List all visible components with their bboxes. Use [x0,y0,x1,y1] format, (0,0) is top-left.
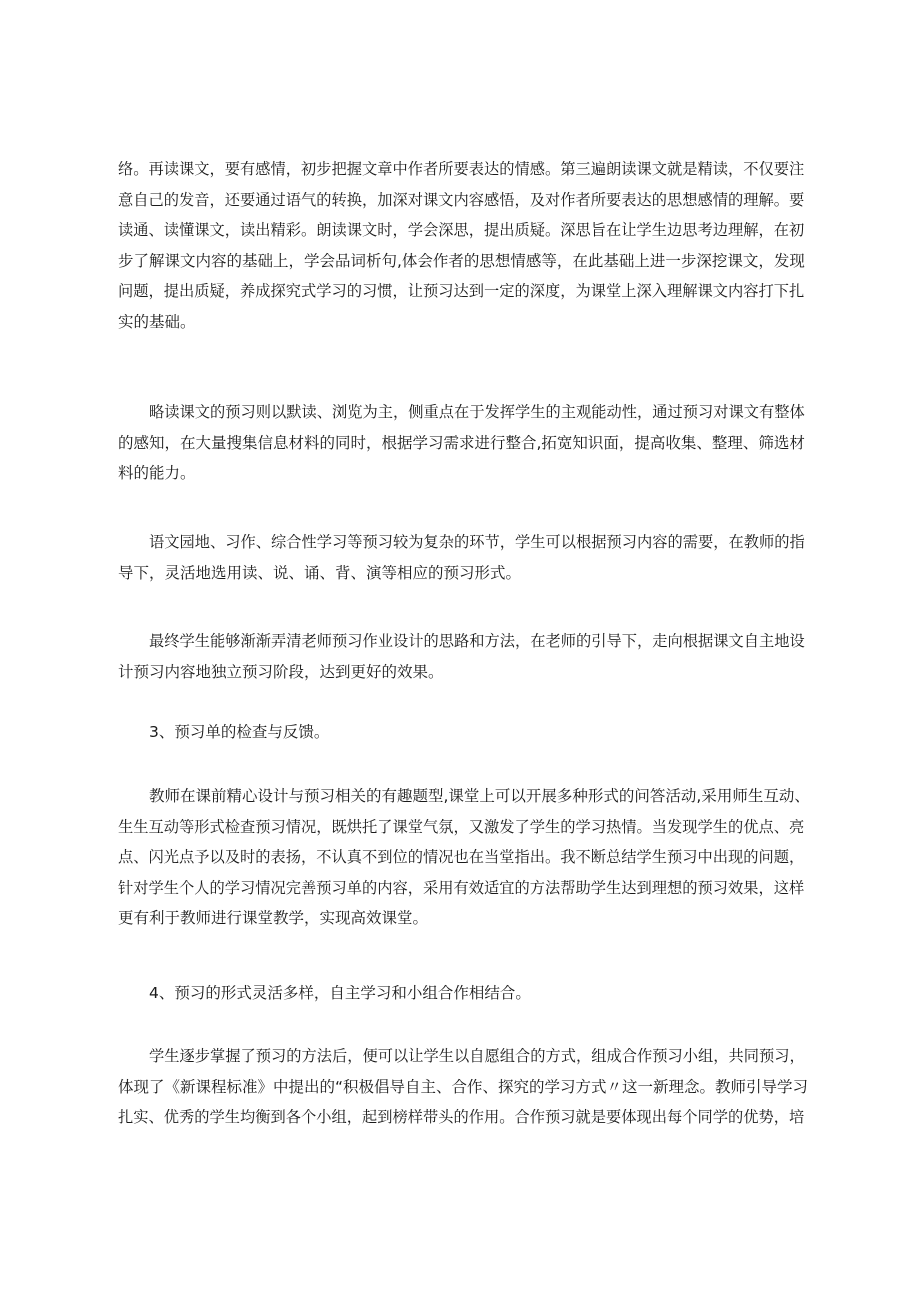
text-line: 更有利于教师进行课堂教学，实现高效课堂。 [118,909,429,927]
text-line: 学生逐步掌握了预习的方法后，便可以让学生以自愿组合的方式，组成合作预习小组，共同预习， [149,1047,805,1065]
text-line: 络。再读课文，要有感情，初步把握文章中作者所要表达的情感。第三遍朗读课文就是精读，不仅要注 [118,160,805,178]
text-line: 问题，提出质疑，养成探究式学习的习惯，让预习达到一定的深度，为课堂上深入理解课文内容打下扎 [118,282,805,300]
text-line: 生生互动等形式检查预习情况，既烘托了课堂气氛，又激发了学生的学习热情。当发现学生的优点、亮 [118,817,805,836]
text-line: 料的能力。 [118,464,196,482]
section-heading-3 [118,717,812,748]
text-line: 扎实、优秀的学生均衡到各个小组，起到榜样带头的作用。合作预习就是要体现出每个同学的优势，培 [118,1108,805,1126]
paragraph-intensive-reading [118,154,812,337]
paragraph-checking-feedback [118,781,812,934]
text-line: 点、闪光点予以及时的表扬，不认真不到位的情况也在当堂指出。我不断总结学生预习中出现的问题， [118,848,805,866]
paragraph-group-preview [118,1041,812,1133]
text-line: 体现了《新课程标准》中提出的“积极倡导自主、合作、探究的学习方式〃这一新理念。教师引导学习 [118,1077,809,1096]
text-line: 针对学生个人的学习情况完善预习单的内容，采用有效适宜的方法帮助学生达到理想的预习效果，这样 [118,878,805,897]
text-line: 导下，灵活地选用读、说、诵、背、演等相应的预习形式。 [118,563,522,582]
text-line: 的感知，在大量搜集信息材料的同时，根据学习需求进行整合,拓宽知识面，提高收集、整理、筛选材 [118,433,805,452]
section-heading-4 [118,978,812,1009]
paragraph-language-garden [118,527,812,588]
text-line: 意自己的发音，还要通过语气的转换，加深对课文内容感悟，及对作者所要表达的思想感情的理解。要 [118,190,805,209]
text-line: 语文园地、习作、综合性学习等预习较为复杂的环节，学生可以根据预习内容的需要，在教师的指 [149,533,805,551]
section-heading: 4、预习的形式灵活多样，自主学习和小组合作相结合。 [149,984,531,1002]
text-line: 步了解课文内容的基础上，学会品词析句,体会作者的思想情感等，在此基础上进一步深挖课文，发现 [118,251,805,270]
text-line: 实的基础。 [118,312,196,331]
text-line: 最终学生能够渐渐弄清老师预习作业设计的思路和方法，在老师的引导下，走向根据课文自主地设 [149,632,805,650]
paragraph-final-outcome [118,626,812,687]
text-line: 计预习内容地独立预习阶段，达到更好的效果。 [118,662,444,681]
section-heading: 3、预习单的检查与反馈。 [149,723,330,741]
text-line: 略读课文的预习则以默读、浏览为主，侧重点在于发挥学生的主观能动性，通过预习对课文有整体 [149,403,805,421]
paragraph-skim-reading [118,397,812,489]
text-line: 读通、读懂课文，读出精彩。朗读课文时，学会深思，提出质疑。深思旨在让学生边思考边理解，在初 [118,221,805,239]
text-line: 教师在课前精心设计与预习相关的有趣题型,课堂上可以开展多种形式的问答活动,采用师生互动、 [149,787,810,805]
